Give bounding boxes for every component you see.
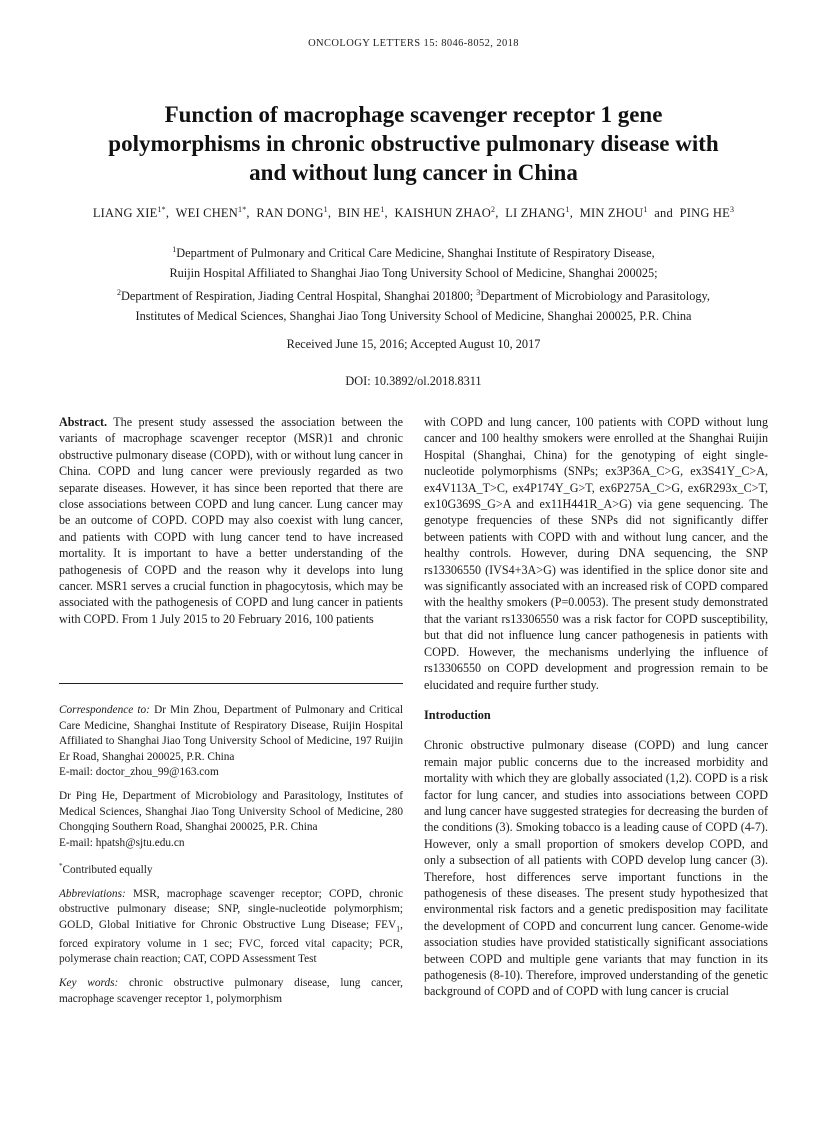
doi: DOI: 10.3892/ol.2018.8311 xyxy=(345,374,482,388)
abstract-text-part2: with COPD and lung cancer, 100 patients with COPD without lung cancer and 100 healthy smokers were enrolled at the Shanghai Ruijin Hospital (Shanghai, China) for the genotyping of eight single-nucleotide polymorphisms (SNPs; ex3P36A_C>G, ex3S41Y_C>A, ex4V113A_T>C, ex4P174Y_G>T, ex6P275A_C>G, ex6R293x_C>T, ex10G369S_G>A and ex11H441R_A>G) via gene sequencing. The genotype frequencies of these SNPs did not significantly differ between patients with COPD with and without lung cancer, and the healthy controls. However, during DNA sequencing, the SNP rs13306550 (IVS4+3A>G) was identified in the splice donor site and was significantly associated with an increased risk of COPD compared with the healthy smokers (P=0.0053). The present study demonstrated that the variant rs13306550 was a risk factor for COPD susceptibility, but that did not influence lung cancer pathogenesis in patients with COPD. However, the mechanisms underlying the influence of rs13306550 on COPD development and progression remain to be elucidated and require further study. xyxy=(424,415,768,692)
author-name: RAN DONG xyxy=(256,206,324,221)
author-name: MIN ZHOU xyxy=(579,206,644,221)
abstract-text-part1: Abstract. The present study assessed the association between the variants of macrophage scavenger receptor (MSR)1 and chronic obstructive pulmonary disease (COPD), with or without lung cancer in China. COPD and lung cancer were previously regarded as two separate diseases. However, it has since been reported that there are close associations between COPD and lung cancer. Lung cancer may be an outcome of COPD. COPD may also coexist with lung cancer, and patients with COPD with lung cancer tend to have increased mortality. It is important to have a better understanding of the pathogenesis of COPD and the reason why it develops into lung cancer. MSR1 serves a crucial function in phagocytosis, which may be associated with the pathogenesis of COPD and lung cancer in patients with COPD. From 1 July 2015 to 20 February 2016, 100 patients xyxy=(59,415,403,626)
author-affiliation-mark: 2 xyxy=(491,205,496,214)
email-1[interactable]: E-mail: doctor_zhou_99@163.com xyxy=(59,766,219,779)
author-name: LI ZHANG xyxy=(505,206,566,221)
paper-title: Function of macrophage scavenger receptor 1 gene polymorphisms in chronic obstructive pulmonary disease with and without lung cancer in China xyxy=(108,102,719,185)
author-list: LIANG $XIE^{1*}$, WEI $CHEN^{1*}$, RAN DONG$^1$, BIN $HE^1$, KAISHUN ZHAO$^2$, LI ZHANG$^1$, MIN ZHOU$^1$ and PING $HE^3$ xyxy=(92,205,735,221)
abstract-left-column xyxy=(59,414,403,627)
author-affiliation-mark: 1* xyxy=(238,205,247,214)
footnotes xyxy=(59,703,403,1015)
affiliation-3-cont: Institutes of Medical Sciences, Shanghai Jiao Tong University School of Medicine, Shanghai 200025, P.R. China xyxy=(135,308,692,323)
affiliation-2-3: $^2$Department of Respiration, Jiading Central Hospital, Shanghai 201800; $^3$Department of Microbiology and Parasitology, xyxy=(117,288,710,304)
authors-and: and xyxy=(654,206,673,221)
correspondence-1: Correspondence to: Dr Min Zhou, Department of Pulmonary and Critical Care Medicine, Shanghai Institute of Respiratory Disease, Ruijin Hospital Affiliated to Shanghai Jiao Tong University School of Medicine, 197 Ruijin Er Road, Shanghai 200025, P.R. China E-mail: doctor_zhou_99@163.com xyxy=(59,704,403,779)
abbreviations: Abbreviations: MSR, macrophage scavenger receptor; COPD, chronic obstructive pulmonary disease; SNP, single-nucleotide polymorphism; GOLD, Global Initiative for Chronic Obstructive Lung Disease; $FEV_1$, forced expiratory volume in 1 sec; FVC, forced vital capacity; PCR, polymerase chain reaction; CAT, COPD Assessment Test xyxy=(59,887,403,966)
correspondence-2: Dr Ping He, Department of Microbiology and Parasitology, Institutes of Medical Sciences, Shanghai Jiao Tong University School of Medicine, 280 Chongqing Southern Road, Shanghai 200025, P.R. China E-mail: hpatsh@sjtu.edu.cn xyxy=(59,789,403,849)
footnote-divider xyxy=(59,683,403,684)
author-name: BIN HE xyxy=(337,206,381,221)
keywords: Key words: chronic obstructive pulmonary disease, lung cancer, macrophage scavenger receptor 1, polymorphism xyxy=(59,976,403,1005)
journal-header: ONCOLOGY LETTERS 15: 8046-8052, 2018 xyxy=(308,38,519,49)
author-name: PING HE xyxy=(679,206,730,221)
author-affiliation-mark: 3 xyxy=(729,205,735,214)
author-name: WEI CHEN xyxy=(175,206,238,221)
author-affiliation-mark: 1* xyxy=(157,205,166,214)
affiliation-1-cont: Ruijin Hospital Affiliated to Shanghai Jiao Tong University School of Medicine, Shanghai 200025; xyxy=(169,265,658,280)
affiliations xyxy=(40,240,787,326)
introduction-text: Chronic obstructive pulmonary disease (COPD) and lung cancer remain major public concerns due to the increased morbidity and mortality with which they are globally associated (1,2). COPD is a risk factor for lung cancer, and studies into associations between COPD and lung cancer have suggested strategies for decreasing the burden of the conditions (3). Smoking tobacco is a leading cause of COPD (4-7). However, only a small proportion of smokers develop COPD, and only a subsection of all patients with COPD develop lung cancer (3). Therefore, host differences serve important functions in the pathogenesis of these diseases. The present study hypothesized that environmental risk factors and a genetic predisposition may facilitate the development of COPD and concurrent lung cancer. Genome-wide association studies have provided statistically significant associations between COPD and multiple gene variants that may function in its pathogenesis (8-10). Therefore, improved understanding of the genetic background of COPD and of COPD with lung cancer is crucial xyxy=(424,738,768,999)
right-column xyxy=(424,414,768,1000)
author-affiliation-mark: 1 xyxy=(643,205,648,214)
author-name: LIANG XIE xyxy=(92,206,158,221)
contributed-equally: *Contributed equally xyxy=(59,862,153,877)
author-name: KAISHUN ZHAO xyxy=(394,206,492,221)
introduction-heading: Introduction xyxy=(424,707,491,722)
author-affiliation-mark: 1 xyxy=(323,205,328,214)
received-accepted-dates: Received June 15, 2016; Accepted August 10, 2017 xyxy=(286,337,541,351)
author-affiliation-mark: 1 xyxy=(380,205,385,214)
author-affiliation-mark: 1 xyxy=(565,205,570,214)
abstract-label: Abstract. xyxy=(59,415,108,429)
email-2[interactable]: E-mail: hpatsh@sjtu.edu.cn xyxy=(59,836,185,849)
affiliation-1: $^1$Department of Pulmonary and Critical Care Medicine, Shanghai Institute of Respiratory Disease, xyxy=(172,245,655,261)
